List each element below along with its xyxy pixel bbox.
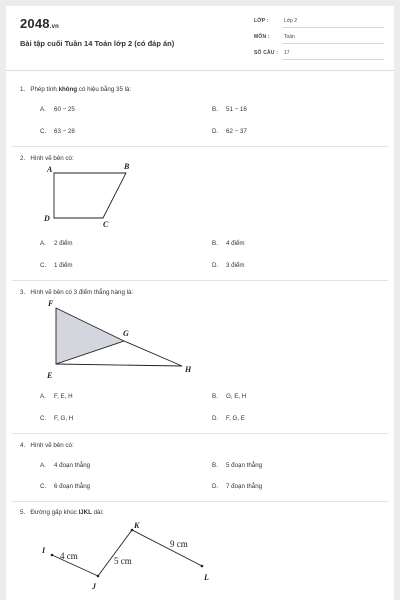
option-text: 51 − 16: [226, 106, 247, 113]
option-text: G, E, H: [226, 393, 247, 400]
option-text: F, E, H: [54, 393, 73, 400]
point-j: [97, 575, 100, 578]
question-text: có hiệu bằng 35 là:: [77, 86, 132, 93]
question-text: Phép tính: [30, 86, 59, 93]
option-letter: C.: [40, 262, 47, 269]
question-text-bold: không: [58, 86, 78, 93]
question-number: 3.: [20, 289, 26, 296]
meta-subject-value: Toán: [284, 34, 295, 40]
option-text: 5 đoạn thẳng: [226, 462, 263, 469]
option-text: 3 điểm: [226, 262, 245, 269]
point-i: [51, 554, 54, 557]
length-label-ij: 4 cm: [60, 551, 78, 561]
question-text: dài:: [91, 509, 104, 516]
option-letter: D.: [212, 128, 219, 135]
length-label-kl: 9 cm: [170, 539, 188, 549]
polyline-figure: [6, 6, 394, 600]
question-text: Hình vẽ bên có:: [30, 442, 74, 449]
option-text: 4 đoạn thẳng: [54, 462, 91, 469]
point-l: [201, 565, 204, 568]
point-label-i: I: [42, 546, 46, 555]
point-label-e: E: [47, 371, 53, 380]
option-text: 6 đoạn thẳng: [54, 483, 91, 490]
option-text: 7 đoạn thẳng: [226, 483, 263, 490]
meta-class-label: LỚP :: [254, 18, 269, 24]
meta-class-value: Lớp 2: [284, 18, 298, 24]
option-text: F, G, E: [226, 415, 245, 422]
option-letter: C.: [40, 128, 47, 135]
option-letter: A.: [40, 393, 46, 400]
point-label-k: K: [134, 521, 140, 530]
question-number: 4.: [20, 442, 26, 449]
option-letter: C.: [40, 415, 47, 422]
point-label-l: L: [204, 573, 209, 582]
meta-count-label: SỐ CÂU :: [254, 50, 279, 56]
point-label-g: G: [123, 329, 129, 338]
point-label-h: H: [185, 365, 192, 374]
meta-count-value: 17: [284, 50, 290, 56]
option-letter: D.: [212, 483, 219, 490]
option-text: 62 − 37: [226, 128, 247, 135]
option-letter: B.: [212, 106, 218, 113]
option-letter: C.: [40, 483, 47, 490]
point-label-c: C: [103, 220, 109, 229]
point-label-j: J: [92, 582, 96, 591]
point-label-a: A: [47, 165, 53, 174]
logo-main: 2048: [20, 16, 50, 31]
meta-subject-label: MÔN :: [254, 34, 270, 40]
option-letter: A.: [40, 240, 46, 247]
option-letter: A.: [40, 462, 46, 469]
question-text-bold: IJKL: [78, 509, 92, 516]
option-letter: A.: [40, 106, 46, 113]
option-letter: B.: [212, 393, 218, 400]
page-title: Bài tập cuối Tuần 14 Toán lớp 2 (có đáp án): [20, 39, 175, 48]
question-text: Đường gấp khúc: [30, 509, 79, 516]
option-text: 63 − 28: [54, 128, 75, 135]
option-text: 1 điểm: [54, 262, 73, 269]
question-number: 1.: [20, 86, 26, 93]
point-k: [131, 529, 134, 532]
length-label-jk: 5 cm: [114, 556, 132, 566]
question-number: 2.: [20, 155, 26, 162]
point-label-d: D: [44, 214, 50, 223]
point-label-b: B: [124, 162, 130, 171]
option-text: 4 điểm: [226, 240, 245, 247]
worksheet-page: [6, 6, 394, 600]
point-label-f: F: [48, 299, 54, 308]
question-text: Hình vẽ bên có 3 điểm thẳng hàng là:: [30, 289, 134, 296]
option-text: F, G, H: [54, 415, 74, 422]
option-letter: D.: [212, 262, 219, 269]
question-text: Hình vẽ bên có:: [30, 155, 74, 162]
option-text: 60 − 25: [54, 106, 75, 113]
option-letter: B.: [212, 240, 218, 247]
option-letter: B.: [212, 462, 218, 469]
logo-sub: .vn: [49, 24, 60, 30]
question-number: 5.: [20, 509, 26, 516]
option-letter: D.: [212, 415, 219, 422]
option-text: 2 điểm: [54, 240, 73, 247]
